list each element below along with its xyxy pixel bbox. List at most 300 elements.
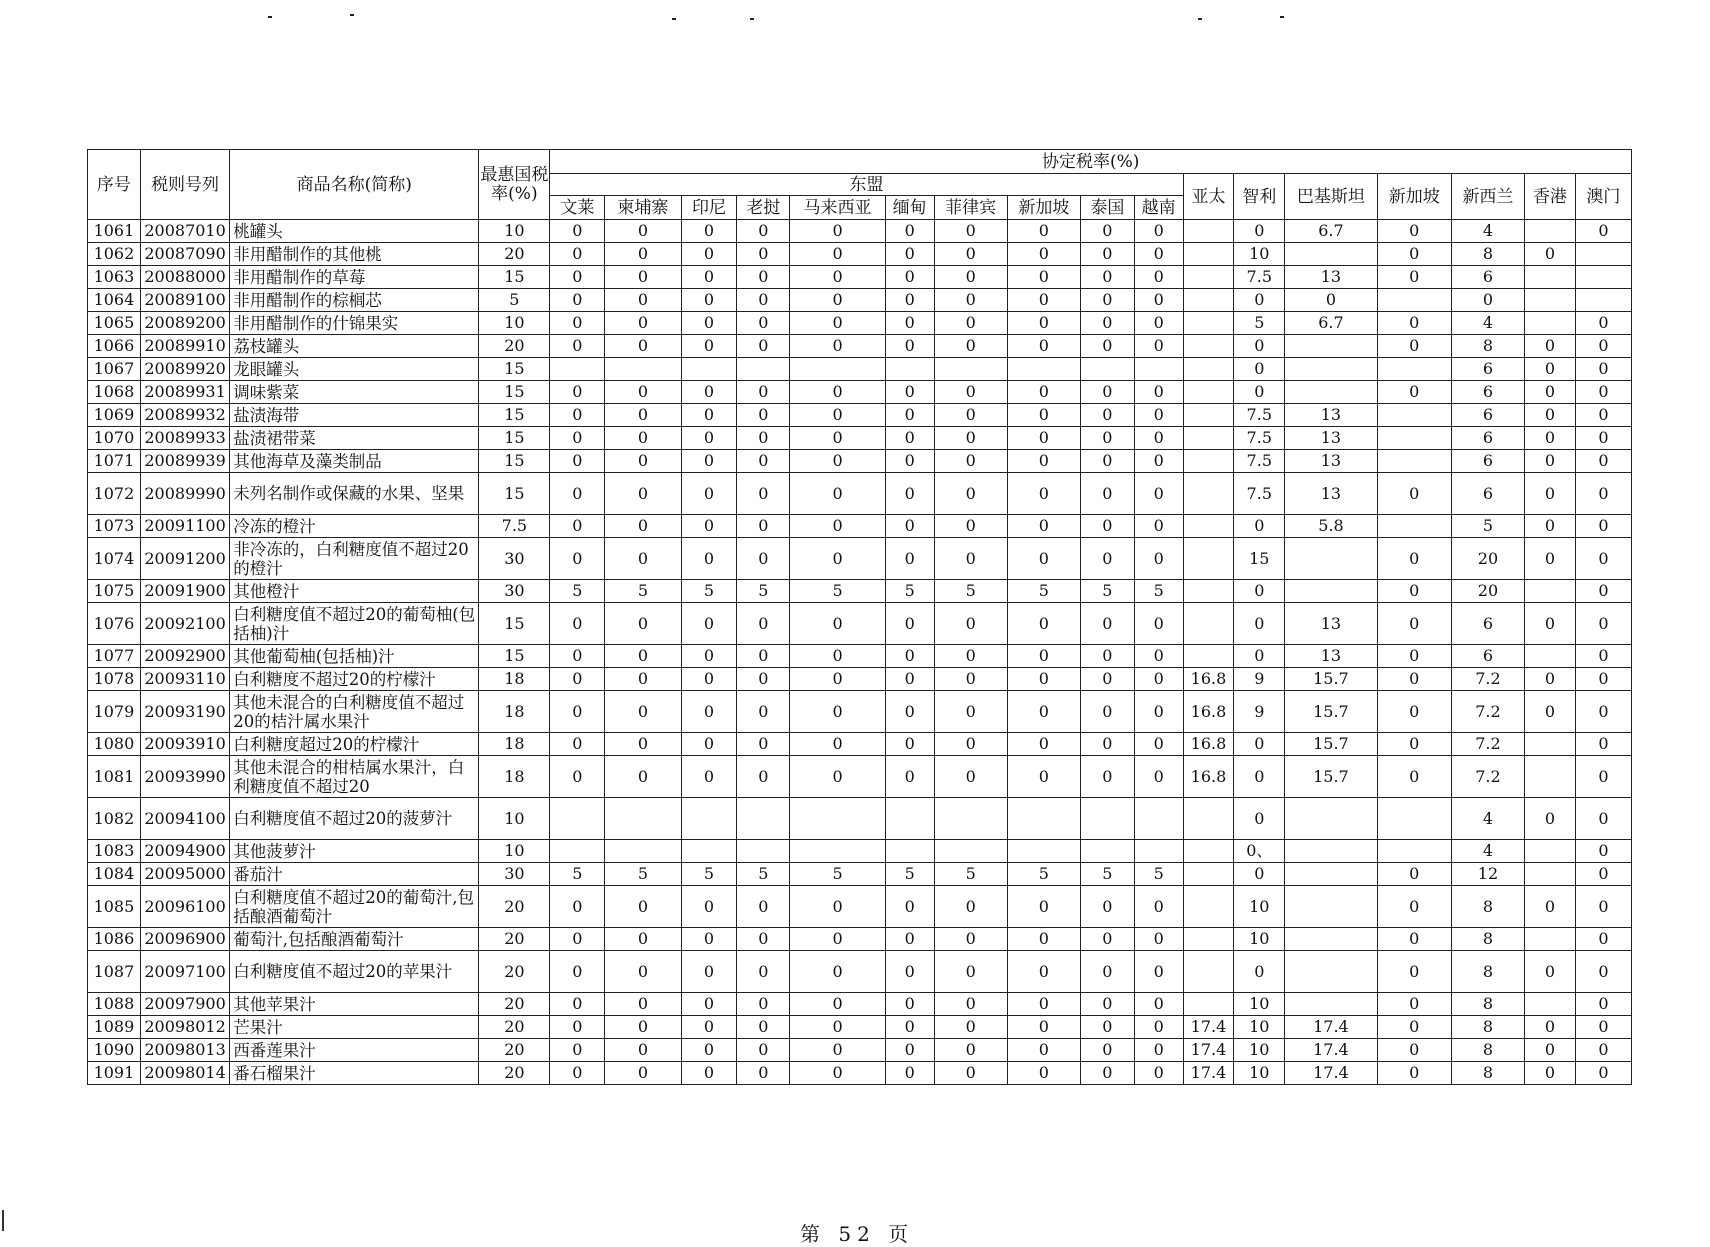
- cell-chile: 0: [1234, 603, 1285, 645]
- cell-asean-rate: 5: [790, 580, 886, 603]
- cell-asean-rate: 0: [1134, 404, 1183, 427]
- cell-asean-rate: 0: [737, 404, 790, 427]
- cell-name: 未列名制作或保藏的水果、坚果: [230, 473, 479, 515]
- cell-asean-rate: 0: [790, 668, 886, 691]
- cell-pakistan: 17.4: [1285, 1039, 1377, 1062]
- cell-newzealand: 8: [1451, 928, 1524, 951]
- cell-seq: 1061: [88, 220, 141, 243]
- cell-asean-rate: 0: [681, 603, 737, 645]
- cell-asean-rate: 0: [681, 1039, 737, 1062]
- cell-macau: [1575, 289, 1631, 312]
- scan-mark: [672, 18, 676, 20]
- col-singapore-header: 新加坡: [1377, 174, 1451, 220]
- cell-asean-rate: 0: [1007, 733, 1080, 756]
- cell-hongkong: [1525, 220, 1576, 243]
- cell-code: 20089200: [140, 312, 229, 335]
- cell-macau: 0: [1575, 756, 1631, 798]
- cell-asean-rate: 0: [605, 668, 681, 691]
- cell-apta: [1183, 450, 1234, 473]
- cell-singapore: [1377, 289, 1451, 312]
- cell-asean-rate: 0: [1134, 668, 1183, 691]
- cell-pakistan: [1285, 951, 1377, 993]
- cell-hongkong: 0: [1525, 335, 1576, 358]
- cell-singapore: 0: [1377, 733, 1451, 756]
- cell-mfn: 15: [479, 645, 550, 668]
- cell-hongkong: 0: [1525, 381, 1576, 404]
- cell-asean-rate: 0: [1134, 289, 1183, 312]
- cell-asean-rate: 0: [605, 1062, 681, 1085]
- cell-seq: 1081: [88, 756, 141, 798]
- cell-code: 20098014: [140, 1062, 229, 1085]
- cell-macau: 0: [1575, 993, 1631, 1016]
- cell-seq: 1086: [88, 928, 141, 951]
- cell-macau: 0: [1575, 798, 1631, 840]
- cell-asean-rate: [934, 798, 1007, 840]
- cell-asean-rate: 0: [1080, 886, 1134, 928]
- cell-code: 20088000: [140, 266, 229, 289]
- cell-singapore: [1377, 427, 1451, 450]
- cell-apta: 17.4: [1183, 1062, 1234, 1085]
- cell-asean-rate: 0: [1134, 1039, 1183, 1062]
- cell-mfn: 20: [479, 951, 550, 993]
- cell-asean-rate: 0: [605, 733, 681, 756]
- scan-mark: [750, 18, 754, 20]
- cell-pakistan: 15.7: [1285, 668, 1377, 691]
- cell-newzealand: 20: [1451, 538, 1524, 580]
- cell-chile: 0: [1234, 756, 1285, 798]
- cell-macau: 0: [1575, 886, 1631, 928]
- cell-asean-rate: 0: [1007, 645, 1080, 668]
- cell-name: 其他橙汁: [230, 580, 479, 603]
- cell-macau: 0: [1575, 473, 1631, 515]
- cell-chile: 10: [1234, 1039, 1285, 1062]
- cell-asean-rate: 0: [550, 381, 605, 404]
- cell-asean-rate: 0: [605, 538, 681, 580]
- cell-pakistan: [1285, 335, 1377, 358]
- cell-asean-rate: 0: [550, 220, 605, 243]
- cell-pakistan: 6.7: [1285, 312, 1377, 335]
- cell-asean-rate: 0: [1080, 645, 1134, 668]
- col-hongkong-header: 香港: [1525, 174, 1576, 220]
- cell-name: 桃罐头: [230, 220, 479, 243]
- cell-asean-rate: 0: [1134, 538, 1183, 580]
- cell-code: 20089931: [140, 381, 229, 404]
- cell-asean-rate: 0: [790, 473, 886, 515]
- cell-asean-rate: 0: [934, 312, 1007, 335]
- cell-name: 盐渍裙带菜: [230, 427, 479, 450]
- cell-seq: 1087: [88, 951, 141, 993]
- cell-asean-rate: 0: [737, 668, 790, 691]
- cell-asean-rate: [737, 358, 790, 381]
- cell-code: 20098012: [140, 1016, 229, 1039]
- table-row: [88, 381, 1632, 404]
- cell-code: 20092100: [140, 603, 229, 645]
- cell-hongkong: 0: [1525, 404, 1576, 427]
- cell-asean-rate: 0: [737, 1016, 790, 1039]
- cell-asean-rate: 0: [681, 312, 737, 335]
- cell-asean-rate: 0: [1007, 427, 1080, 450]
- cell-newzealand: 6: [1451, 450, 1524, 473]
- cell-asean-rate: 0: [790, 691, 886, 733]
- cell-asean-rate: 0: [1134, 450, 1183, 473]
- cell-asean-rate: 0: [790, 289, 886, 312]
- cell-asean-rate: 0: [1007, 951, 1080, 993]
- cell-asean-rate: 5: [681, 580, 737, 603]
- table-row: [88, 691, 1632, 733]
- table-row: [88, 993, 1632, 1016]
- cell-asean-rate: 0: [605, 1016, 681, 1039]
- cell-asean-rate: [1134, 840, 1183, 863]
- cell-asean-rate: 0: [1134, 645, 1183, 668]
- cell-chile: 10: [1234, 993, 1285, 1016]
- cell-singapore: [1377, 798, 1451, 840]
- table-row: [88, 756, 1632, 798]
- cell-asean-rate: 0: [737, 1039, 790, 1062]
- cell-asean-rate: [790, 358, 886, 381]
- cell-asean-rate: 0: [605, 515, 681, 538]
- cell-asean-rate: 0: [1007, 335, 1080, 358]
- cell-asean-rate: 0: [1134, 603, 1183, 645]
- cell-asean-rate: 0: [1080, 756, 1134, 798]
- cell-singapore: 0: [1377, 473, 1451, 515]
- cell-asean-rate: 0: [885, 756, 934, 798]
- cell-asean-rate: 0: [681, 886, 737, 928]
- cell-asean-rate: 0: [1007, 266, 1080, 289]
- cell-chile: 0: [1234, 289, 1285, 312]
- cell-asean-rate: [550, 798, 605, 840]
- cell-asean-rate: 0: [550, 515, 605, 538]
- cell-asean-rate: 0: [681, 450, 737, 473]
- cell-asean-rate: [790, 840, 886, 863]
- cell-asean-rate: 5: [737, 580, 790, 603]
- cell-asean-rate: 5: [737, 863, 790, 886]
- cell-asean-rate: 0: [681, 335, 737, 358]
- cell-asean-rate: 0: [1134, 312, 1183, 335]
- cell-code: 20089932: [140, 404, 229, 427]
- cell-asean-rate: 0: [934, 668, 1007, 691]
- cell-asean-rate: 0: [737, 993, 790, 1016]
- cell-apta: [1183, 381, 1234, 404]
- cell-mfn: 30: [479, 863, 550, 886]
- cell-asean-rate: [1007, 798, 1080, 840]
- cell-mfn: 20: [479, 335, 550, 358]
- cell-asean-rate: 0: [790, 1062, 886, 1085]
- cell-seq: 1080: [88, 733, 141, 756]
- cell-singapore: [1377, 358, 1451, 381]
- cell-asean-rate: 5: [1007, 580, 1080, 603]
- cell-code: 20091900: [140, 580, 229, 603]
- cell-asean-rate: 0: [737, 691, 790, 733]
- cell-asean-rate: [790, 798, 886, 840]
- cell-asean-rate: 0: [550, 951, 605, 993]
- cell-asean-rate: 0: [550, 335, 605, 358]
- cell-asean-rate: 0: [885, 645, 934, 668]
- cell-asean-rate: 0: [1080, 515, 1134, 538]
- cell-asean-rate: 0: [790, 381, 886, 404]
- cell-newzealand: 8: [1451, 1039, 1524, 1062]
- cell-seq: 1067: [88, 358, 141, 381]
- cell-mfn: 10: [479, 220, 550, 243]
- cell-macau: 0: [1575, 515, 1631, 538]
- cell-hongkong: 0: [1525, 951, 1576, 993]
- cell-name: 番茄汁: [230, 863, 479, 886]
- cell-macau: [1575, 266, 1631, 289]
- col-philippines-header: 菲律宾: [934, 196, 1007, 220]
- cell-asean-rate: 0: [737, 886, 790, 928]
- cell-pakistan: 13: [1285, 603, 1377, 645]
- cell-asean-rate: 0: [681, 266, 737, 289]
- cell-asean-rate: 0: [885, 1016, 934, 1039]
- cell-asean-rate: 0: [737, 473, 790, 515]
- cell-asean-rate: 0: [550, 289, 605, 312]
- cell-asean-rate: 0: [681, 733, 737, 756]
- cell-apta: [1183, 266, 1234, 289]
- cell-seq: 1063: [88, 266, 141, 289]
- cell-seq: 1073: [88, 515, 141, 538]
- cell-code: 20093910: [140, 733, 229, 756]
- cell-singapore: [1377, 404, 1451, 427]
- table-row: [88, 450, 1632, 473]
- cell-apta: [1183, 840, 1234, 863]
- cell-asean-rate: 0: [790, 993, 886, 1016]
- cell-asean-rate: 0: [1007, 1016, 1080, 1039]
- cell-asean-rate: 0: [681, 1062, 737, 1085]
- col-newzealand-header: 新西兰: [1451, 174, 1524, 220]
- cell-pakistan: 13: [1285, 404, 1377, 427]
- cell-pakistan: 13: [1285, 473, 1377, 515]
- cell-asean-rate: 0: [934, 266, 1007, 289]
- cell-pakistan: [1285, 358, 1377, 381]
- cell-asean-rate: 0: [737, 603, 790, 645]
- cell-singapore: 0: [1377, 668, 1451, 691]
- cell-name: 调味紫菜: [230, 381, 479, 404]
- table-row: [88, 603, 1632, 645]
- cell-asean-rate: 0: [1080, 668, 1134, 691]
- cell-hongkong: [1525, 266, 1576, 289]
- cell-asean-rate: 0: [550, 427, 605, 450]
- cell-asean-rate: 0: [550, 603, 605, 645]
- cell-macau: 0: [1575, 691, 1631, 733]
- cell-asean-rate: 0: [1134, 473, 1183, 515]
- cell-singapore: 0: [1377, 863, 1451, 886]
- cell-hongkong: 0: [1525, 668, 1576, 691]
- cell-asean-rate: [681, 840, 737, 863]
- cell-asean-rate: [1007, 358, 1080, 381]
- cell-asean-rate: 0: [1007, 928, 1080, 951]
- cell-name: 龙眼罐头: [230, 358, 479, 381]
- cell-seq: 1072: [88, 473, 141, 515]
- cell-asean-rate: 0: [1080, 538, 1134, 580]
- cell-asean-rate: 0: [934, 515, 1007, 538]
- cell-asean-rate: 0: [1080, 427, 1134, 450]
- cell-asean-rate: 0: [885, 243, 934, 266]
- cell-asean-rate: 0: [885, 538, 934, 580]
- cell-chile: 0: [1234, 358, 1285, 381]
- cell-newzealand: 8: [1451, 335, 1524, 358]
- cell-seq: 1083: [88, 840, 141, 863]
- cell-asean-rate: 0: [934, 538, 1007, 580]
- cell-chile: 7.5: [1234, 450, 1285, 473]
- cell-asean-rate: 0: [1080, 335, 1134, 358]
- cell-code: 20093190: [140, 691, 229, 733]
- cell-asean-rate: 0: [1080, 266, 1134, 289]
- cell-hongkong: 0: [1525, 450, 1576, 473]
- cell-asean-rate: 0: [605, 951, 681, 993]
- cell-newzealand: 4: [1451, 220, 1524, 243]
- cell-asean-rate: 0: [550, 450, 605, 473]
- cell-asean-rate: 0: [1080, 220, 1134, 243]
- cell-asean-rate: 0: [550, 886, 605, 928]
- cell-asean-rate: [737, 840, 790, 863]
- cell-asean-rate: 0: [790, 951, 886, 993]
- cell-asean-rate: 0: [1080, 951, 1134, 993]
- cell-mfn: 10: [479, 798, 550, 840]
- cell-hongkong: [1525, 289, 1576, 312]
- cell-asean-rate: 5: [550, 580, 605, 603]
- cell-code: 20092900: [140, 645, 229, 668]
- cell-asean-rate: 0: [1080, 1016, 1134, 1039]
- cell-newzealand: 8: [1451, 886, 1524, 928]
- cell-asean-rate: 0: [550, 473, 605, 515]
- tariff-table: [87, 149, 1632, 1085]
- cell-macau: 0: [1575, 404, 1631, 427]
- cell-asean-rate: 0: [737, 289, 790, 312]
- cell-asean-rate: 0: [605, 928, 681, 951]
- cell-asean-rate: 0: [737, 427, 790, 450]
- cell-macau: 0: [1575, 358, 1631, 381]
- cell-asean-rate: 0: [885, 381, 934, 404]
- cell-asean-rate: 0: [550, 1062, 605, 1085]
- cell-asean-rate: 5: [934, 863, 1007, 886]
- cell-asean-rate: 0: [737, 312, 790, 335]
- cell-asean-rate: 0: [737, 733, 790, 756]
- cell-newzealand: 6: [1451, 266, 1524, 289]
- cell-name: 白利糖度值不超过20的葡萄柚(包括柚)汁: [230, 603, 479, 645]
- cell-asean-rate: 5: [1080, 863, 1134, 886]
- cell-asean-rate: 0: [934, 645, 1007, 668]
- col-apta-header: 亚太: [1183, 174, 1234, 220]
- cell-pakistan: 5.8: [1285, 515, 1377, 538]
- cell-newzealand: 7.2: [1451, 733, 1524, 756]
- cell-name: 白利糖度值不超过20的菠萝汁: [230, 798, 479, 840]
- cell-asean-rate: 0: [885, 515, 934, 538]
- cell-pakistan: [1285, 798, 1377, 840]
- cell-chile: 10: [1234, 1062, 1285, 1085]
- cell-asean-rate: [1134, 358, 1183, 381]
- cell-mfn: 7.5: [479, 515, 550, 538]
- cell-asean-rate: [1080, 798, 1134, 840]
- cell-seq: 1085: [88, 886, 141, 928]
- cell-asean-rate: [1007, 840, 1080, 863]
- cell-asean-rate: [605, 840, 681, 863]
- col-malaysia-header: 马来西亚: [790, 196, 886, 220]
- cell-asean-rate: 0: [737, 266, 790, 289]
- cell-mfn: 15: [479, 381, 550, 404]
- cell-asean-rate: 0: [550, 668, 605, 691]
- cell-singapore: 0: [1377, 220, 1451, 243]
- cell-newzealand: 8: [1451, 243, 1524, 266]
- cell-apta: 16.8: [1183, 668, 1234, 691]
- cell-newzealand: 8: [1451, 1016, 1524, 1039]
- cell-asean-rate: 0: [681, 515, 737, 538]
- cell-asean-rate: 0: [550, 312, 605, 335]
- cell-newzealand: 6: [1451, 427, 1524, 450]
- cell-asean-rate: 0: [737, 220, 790, 243]
- cell-asean-rate: [737, 798, 790, 840]
- cell-name: 白利糖度值不超过20的苹果汁: [230, 951, 479, 993]
- col-thailand-header: 泰国: [1080, 196, 1134, 220]
- cell-asean-rate: 0: [605, 243, 681, 266]
- cell-chile: 9: [1234, 668, 1285, 691]
- cell-asean-rate: [1134, 798, 1183, 840]
- cell-asean-rate: 0: [681, 473, 737, 515]
- cell-asean-rate: 0: [885, 1062, 934, 1085]
- cell-macau: 0: [1575, 840, 1631, 863]
- cell-chile: 10: [1234, 1016, 1285, 1039]
- cell-asean-rate: 0: [934, 289, 1007, 312]
- cell-mfn: 15: [479, 450, 550, 473]
- cell-asean-rate: 0: [605, 645, 681, 668]
- cell-apta: [1183, 603, 1234, 645]
- cell-name: 葡萄汁,包括酿酒葡萄汁: [230, 928, 479, 951]
- cell-asean-rate: 0: [737, 538, 790, 580]
- cell-asean-rate: 0: [1080, 450, 1134, 473]
- col-seq-header: 序号: [88, 150, 141, 220]
- cell-asean-rate: 0: [790, 335, 886, 358]
- cell-code: 20089933: [140, 427, 229, 450]
- cell-asean-rate: 0: [1134, 266, 1183, 289]
- cell-seq: 1079: [88, 691, 141, 733]
- cell-asean-rate: 0: [934, 603, 1007, 645]
- col-macau-header: 澳门: [1575, 174, 1631, 220]
- cell-pakistan: 13: [1285, 450, 1377, 473]
- cell-macau: 0: [1575, 1016, 1631, 1039]
- cell-asean-rate: 0: [790, 886, 886, 928]
- cell-asean-rate: 0: [790, 603, 886, 645]
- cell-asean-rate: 0: [681, 668, 737, 691]
- cell-asean-rate: 0: [790, 243, 886, 266]
- cell-singapore: 0: [1377, 691, 1451, 733]
- cell-asean-rate: [605, 358, 681, 381]
- cell-hongkong: [1525, 580, 1576, 603]
- cell-seq: 1070: [88, 427, 141, 450]
- cell-asean-rate: 0: [737, 381, 790, 404]
- cell-seq: 1089: [88, 1016, 141, 1039]
- cell-asean-rate: 0: [1080, 289, 1134, 312]
- cell-code: 20098013: [140, 1039, 229, 1062]
- cell-asean-rate: 0: [681, 404, 737, 427]
- cell-asean-rate: 0: [1134, 993, 1183, 1016]
- cell-asean-rate: 0: [605, 312, 681, 335]
- cell-pakistan: 13: [1285, 266, 1377, 289]
- cell-asean-rate: 0: [737, 243, 790, 266]
- cell-asean-rate: 0: [681, 691, 737, 733]
- cell-asean-rate: 5: [550, 863, 605, 886]
- cell-hongkong: 0: [1525, 886, 1576, 928]
- table-header: [88, 150, 1632, 220]
- cell-chile: 5: [1234, 312, 1285, 335]
- cell-name: 非用醋制作的草莓: [230, 266, 479, 289]
- cell-name: 其他葡萄柚(包括柚)汁: [230, 645, 479, 668]
- cell-chile: 10: [1234, 886, 1285, 928]
- table-row: [88, 335, 1632, 358]
- cell-asean-rate: 0: [1007, 289, 1080, 312]
- cell-mfn: 15: [479, 266, 550, 289]
- cell-asean-rate: 0: [1134, 243, 1183, 266]
- cell-singapore: 0: [1377, 645, 1451, 668]
- cell-chile: 0: [1234, 580, 1285, 603]
- table-row: [88, 733, 1632, 756]
